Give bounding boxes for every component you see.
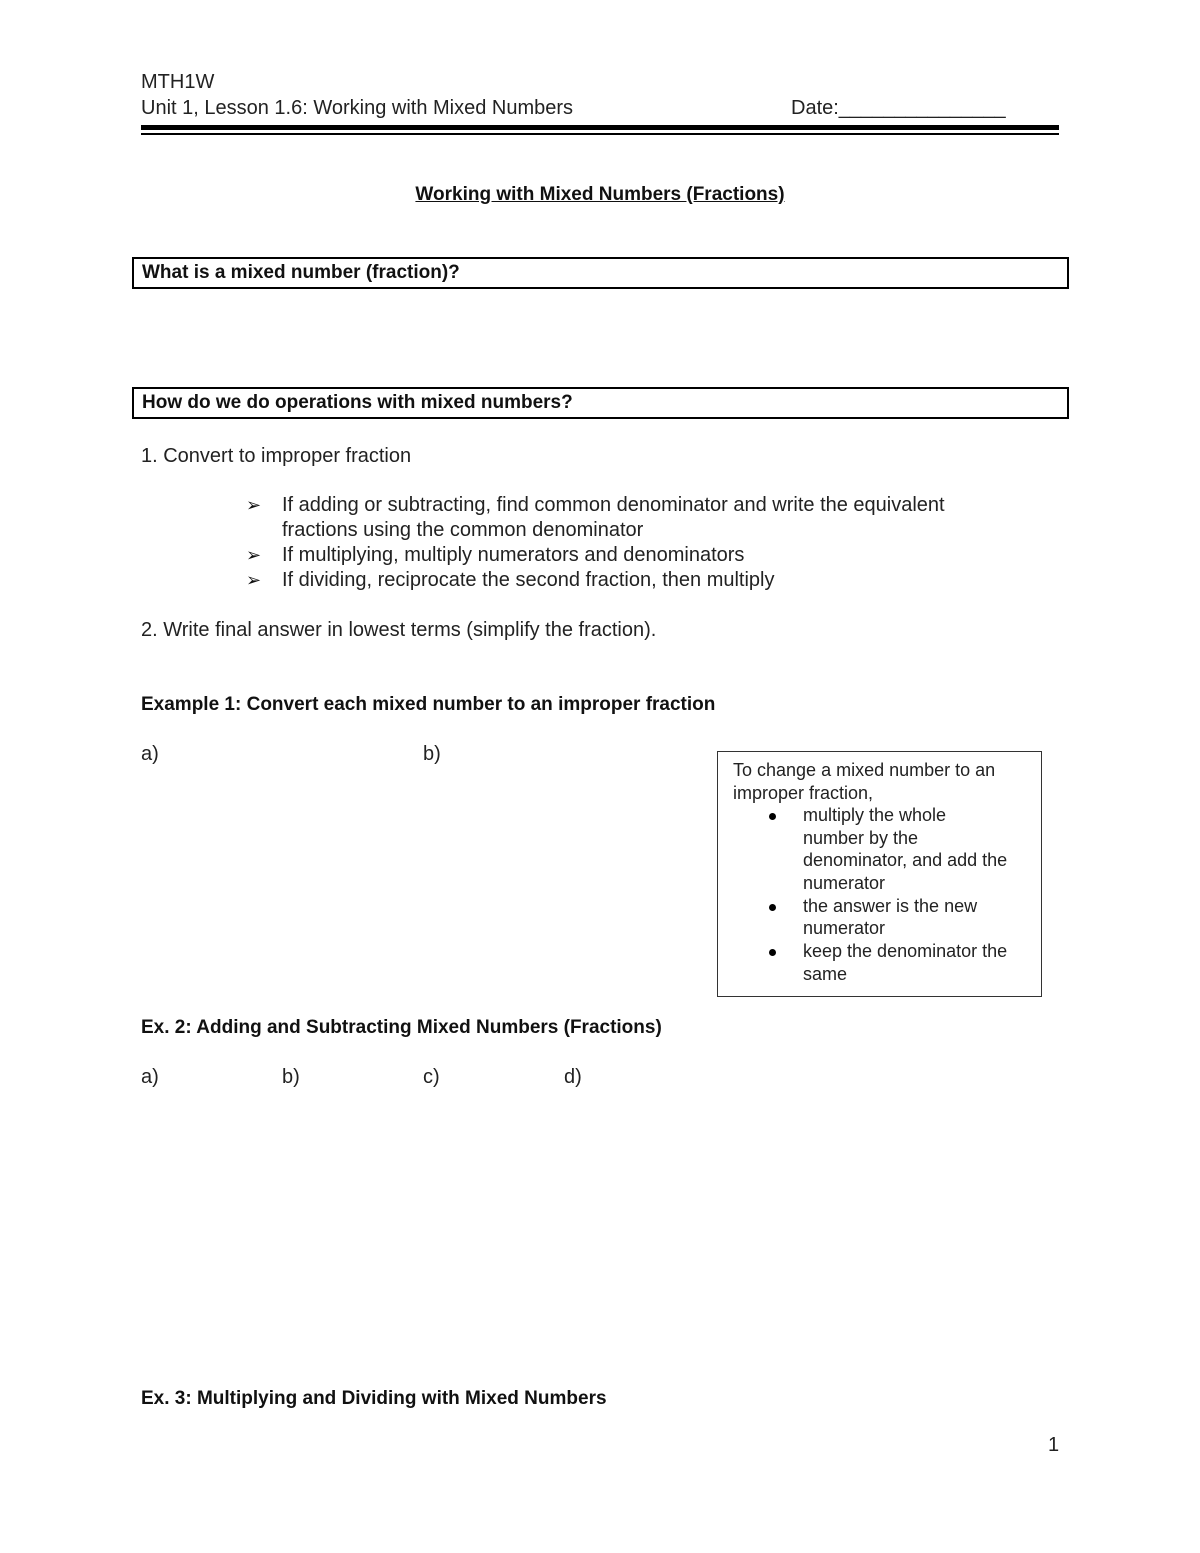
course-code: MTH1W <box>141 71 215 93</box>
tip-item-1-line-2: number by the <box>803 828 919 848</box>
example-2-heading: Ex. 2: Adding and Subtracting Mixed Numbers (Fractions) <box>141 1017 662 1038</box>
unit-lesson-title: Unit 1, Lesson 1.6: Working with Mixed Numbers <box>141 97 574 119</box>
tip-intro-line-1: To change a mixed number to an <box>733 760 996 780</box>
question-box-mixed-number <box>132 257 1069 289</box>
bullet-dot-icon <box>769 949 776 956</box>
bullet-item: If dividing, reciprocate the second fraction, then multiply <box>282 569 775 591</box>
tip-item-2-line-1: the answer is the new <box>803 896 978 916</box>
tip-intro-line-2: improper fraction, <box>733 783 874 803</box>
tip-item-2-line-2: numerator <box>803 918 886 938</box>
page-number: 1 <box>1048 1434 1060 1456</box>
page-title: Working with Mixed Numbers (Fractions) <box>415 184 785 205</box>
question-box-operations <box>132 387 1069 419</box>
tip-box <box>717 751 1042 997</box>
tip-item-1-line-4: numerator <box>803 873 886 893</box>
bullet-item: If adding or subtracting, find common denominator and write the equivalent <box>282 494 945 516</box>
question-heading: What is a mixed number (fraction)? <box>142 262 460 283</box>
tip-item-1-line-1: multiply the whole <box>803 805 947 825</box>
tip-item-1-line-3: denominator, and add the <box>803 850 1008 870</box>
question-heading: How do we do operations with mixed numbers? <box>142 392 573 413</box>
header-rule-thick <box>141 125 1059 130</box>
tip-item-3-line-1: keep the denominator the <box>803 941 1008 961</box>
arrow-bullet-icon: ➢ <box>246 545 262 565</box>
example-3-heading: Ex. 3: Multiplying and Dividing with Mixed Numbers <box>141 1388 607 1409</box>
bullet-item-continued: fractions using the common denominator <box>282 519 644 541</box>
example-2-label-d: d) <box>564 1066 582 1088</box>
example-2-label-a: a) <box>141 1066 159 1088</box>
example-1-label-a: a) <box>141 743 159 765</box>
bullet-item: If multiplying, multiply numerators and denominators <box>282 544 745 566</box>
example-2-label-b: b) <box>282 1066 300 1088</box>
example-1-heading: Example 1: Convert each mixed number to an improper fraction <box>141 694 716 715</box>
step-2: 2. Write final answer in lowest terms (simplify the fraction). <box>141 619 657 641</box>
date-field: Date:_______________ <box>791 97 1006 119</box>
step-1: 1. Convert to improper fraction <box>141 445 412 467</box>
tip-item-3-line-2: same <box>803 964 848 984</box>
example-2-label-c: c) <box>423 1066 440 1088</box>
header-rule-thin <box>141 133 1059 135</box>
example-1-label-b: b) <box>423 743 441 765</box>
arrow-bullet-icon: ➢ <box>246 495 262 515</box>
bullet-dot-icon <box>769 904 776 911</box>
bullet-dot-icon <box>769 813 776 820</box>
arrow-bullet-icon: ➢ <box>246 570 262 590</box>
